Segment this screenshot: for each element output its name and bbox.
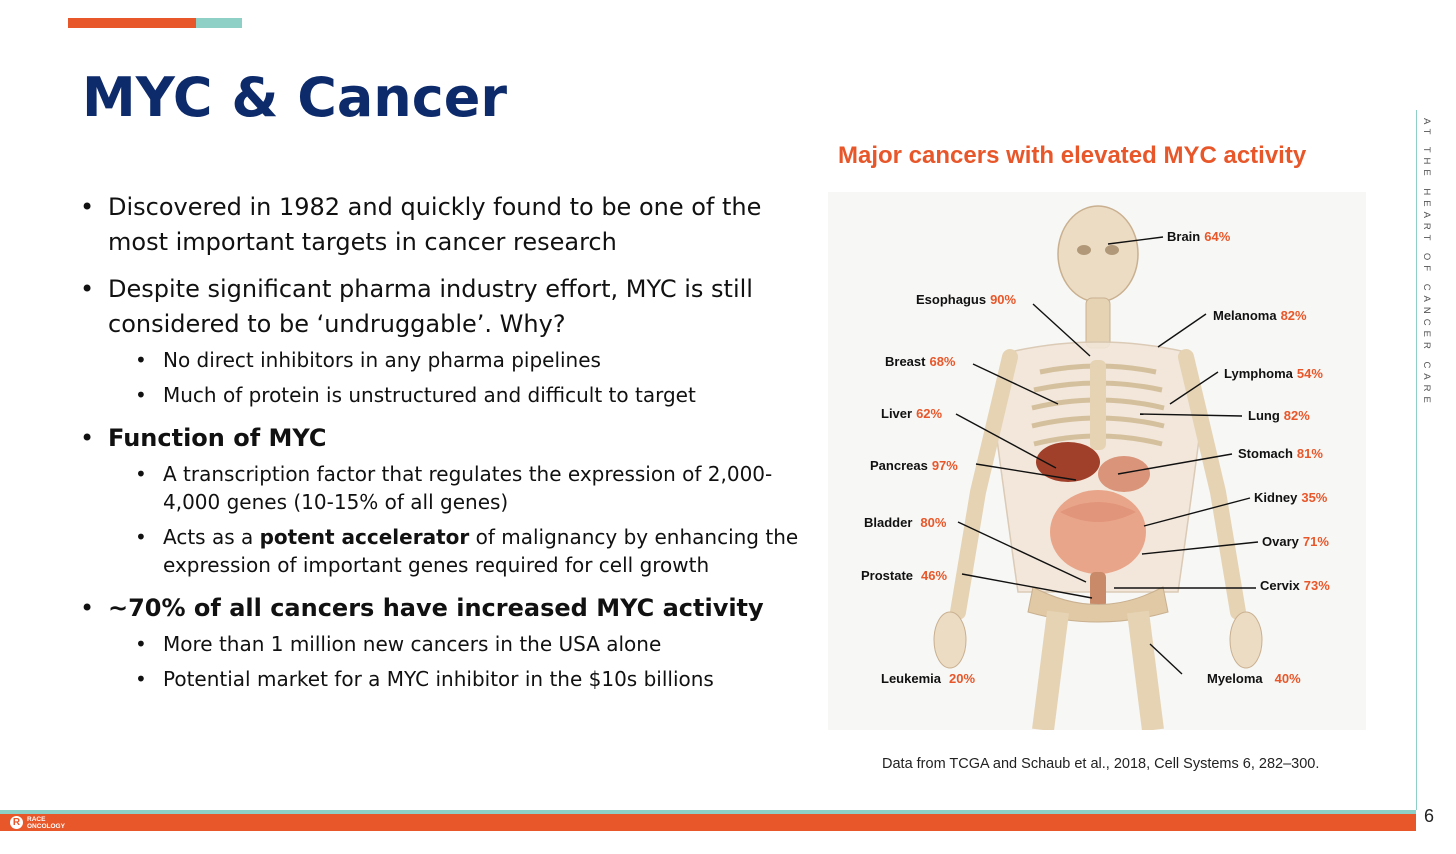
bullet-function-heading: Function of MYC — [108, 424, 327, 452]
label-esophagus: Esophagus 90% — [916, 292, 1017, 307]
body-silhouette — [934, 206, 1262, 730]
anatomy-figure — [828, 192, 1366, 730]
sub-bullet-unstructured: • Much of protein is unstructured and difficult to target — [108, 381, 800, 409]
bullet-undruggable — [80, 272, 800, 409]
undruggable-sublist — [108, 346, 800, 409]
accelerator-bold: potent accelerator — [259, 525, 470, 549]
anatomy-illustration — [828, 192, 1366, 730]
label-prostate: Prostate 46% — [861, 568, 948, 583]
page-number: 6 — [1424, 806, 1435, 826]
logo-mark-icon: R — [10, 816, 23, 829]
accelerator-post: of malignancy by enhancing the expression of important genes required for cell growth — [163, 525, 799, 577]
label-cervix: Cervix 73% — [1260, 578, 1330, 593]
sub-bullet-no-inhibitors: • No direct inhibitors in any pharma pipelines — [108, 346, 800, 374]
top-accent-orange — [68, 18, 196, 28]
function-sublist — [108, 460, 800, 579]
label-pancreas: Pancreas 97% — [870, 458, 958, 473]
sub-bullet-million: • More than 1 million new cancers in the USA alone — [108, 630, 800, 658]
label-kidney: Kidney 35% — [1254, 490, 1328, 505]
top-accent-teal — [196, 18, 242, 28]
label-brain: Brain 64% — [1167, 229, 1231, 244]
sub-bullet-market: • Potential market for a MYC inhibitor in the $10s billions — [108, 665, 800, 693]
bullet-undruggable-text: Despite significant pharma industry effort, MYC is still considered to be ‘undruggable’. Why? — [108, 275, 753, 338]
label-leukemia: Leukemia 20% — [881, 671, 976, 686]
accelerator-pre: Acts as a — [163, 525, 260, 549]
bullet-seventy-percent — [80, 591, 800, 693]
figure-title: Major cancers with elevated MYC activity — [838, 142, 1307, 169]
label-lymphoma: Lymphoma 54% — [1224, 366, 1323, 381]
logo-line-1: RACE — [27, 815, 46, 823]
sub-bullet-accelerator — [108, 523, 800, 579]
figure-caption: Data from TCGA and Schaub et al., 2018, Cell Systems 6, 282–300. — [882, 756, 1320, 772]
slide-title: MYC & Cancer — [82, 66, 508, 129]
seventy-sublist — [108, 630, 800, 693]
label-breast: Breast 68% — [885, 354, 956, 369]
sub-bullet-transcription: • A transcription factor that regulates the expression of 2,000-4,000 genes (10-15% of all genes) — [108, 460, 800, 516]
side-divider — [1416, 110, 1417, 810]
race-oncology-logo — [10, 815, 65, 830]
footer-orange-band — [0, 814, 1416, 831]
bullet-list — [80, 190, 800, 705]
label-lung: Lung 82% — [1248, 408, 1310, 423]
label-stomach: Stomach 81% — [1238, 446, 1323, 461]
bullet-discovered: • Discovered in 1982 and quickly found to be one of the most important targets in cancer research — [80, 190, 800, 260]
label-ovary: Ovary 71% — [1262, 534, 1329, 549]
label-myeloma: Myeloma 40% — [1207, 671, 1301, 686]
bullet-seventy-heading: ~70% of all cancers have increased MYC activity — [108, 594, 764, 622]
bullet-function — [80, 421, 800, 579]
label-melanoma: Melanoma 82% — [1213, 308, 1307, 323]
side-tagline: AT THE HEART OF CANCER CARE — [1421, 118, 1432, 408]
logo-text — [27, 816, 65, 830]
label-bladder: Bladder 80% — [864, 515, 947, 530]
label-liver: Liver 62% — [881, 406, 943, 421]
logo-line-2: ONCOLOGY — [27, 822, 65, 830]
